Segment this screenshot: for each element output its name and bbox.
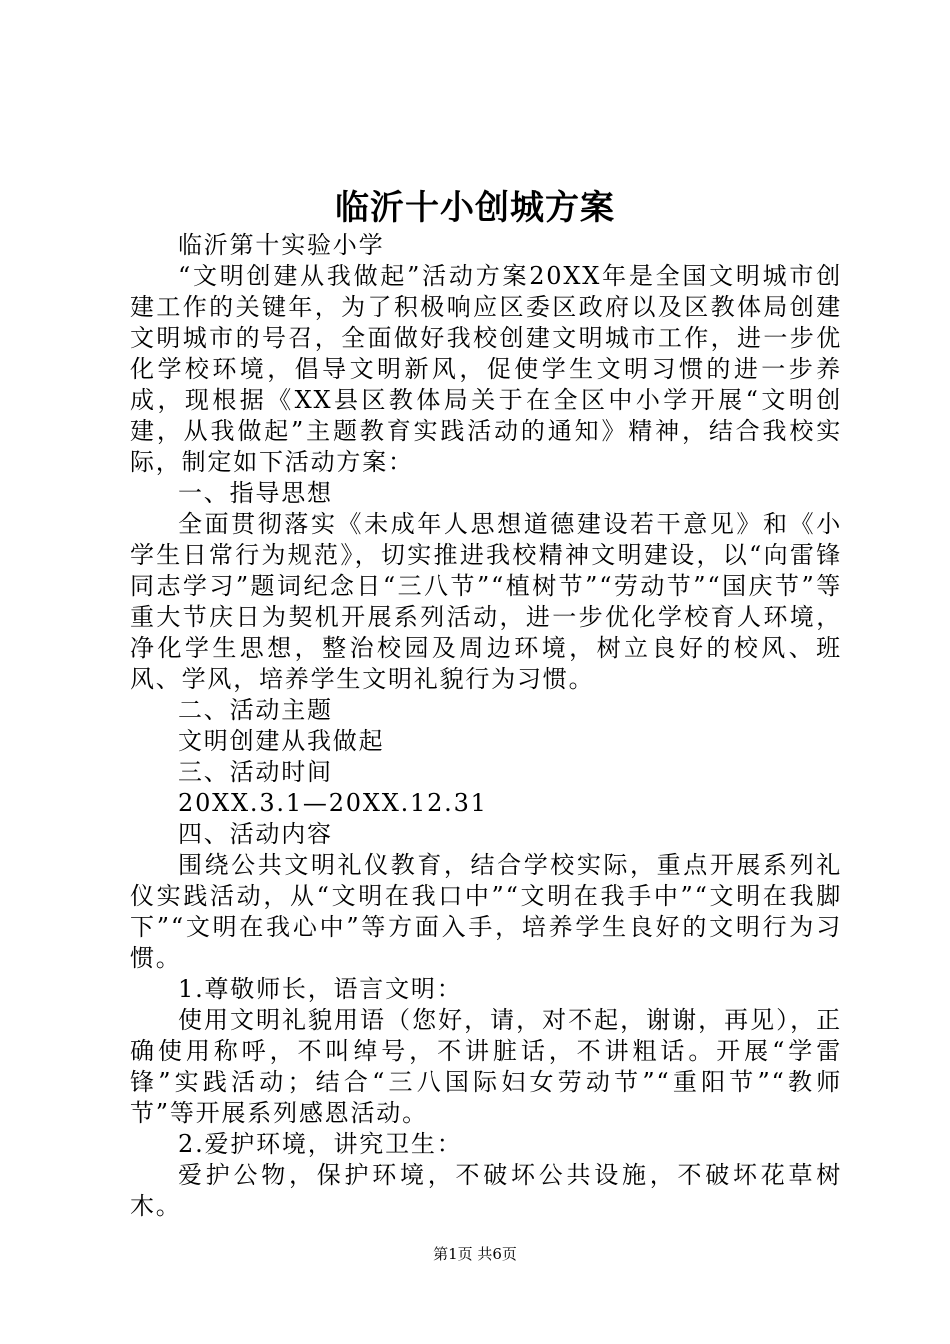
- heading-guiding-ideology: 一、指导思想: [178, 479, 333, 507]
- paragraph-activity-content: 围绕公共文明礼仪教育，结合学校实际，重点开展系列礼仪实践活动，从“文明在我口中”“文明在我手中”“文明在我脚下”“文明在我心中”等方面入手，培养学生良好的文明行为习惯。: [130, 851, 842, 972]
- document-body: [130, 230, 842, 1222]
- page-footer: 第1页 共6页: [433, 1245, 517, 1263]
- paragraph-activity-time: 20XX.3.1—20XX.12.31: [178, 789, 488, 817]
- paragraph-protect-environment: 爱护公物，保护环境，不破坏公共设施，不破坏花草树木。: [130, 1161, 842, 1220]
- paragraph-activity-theme: 文明创建从我做起: [178, 727, 385, 755]
- paragraph-intro: “文明创建从我做起”活动方案20XX年是全国文明城市创建工作的关键年，为了积极响应区委区政府以及区教体局创建文明城市的号召，全面做好我校创建文明城市工作，进一步优化学校环境，倡导文明新风，促使学生文明习惯的进一步养成，现根据《XX县区教体局关于在全区中小学开展“文明创建，从我做起”主题教育实践活动的通知》精神，结合我校实际，制定如下活动方案：: [130, 262, 842, 476]
- paragraph-guiding-ideology: 全面贯彻落实《未成年人思想道德建设若干意见》和《小学生日常行为规范》，切实推进我校精神文明建设，以“向雷锋同志学习”题词纪念日“三八节”“植树节”“劳动节”“国庆节”等重大节庆日为契机开展系列活动，进一步优化学校育人环境，净化学生思想，整治校园及周边环境，树立良好的校风、班风、学风，培养学生文明礼貌行为习惯。: [130, 510, 842, 693]
- subheading-protect-environment: 2.爱护环境，讲究卫生：: [178, 1130, 463, 1158]
- paragraph-respect-teachers: 使用文明礼貌用语（您好，请，对不起，谢谢，再见），正确使用称呼，不叫绰号，不讲脏话，不讲粗话。开展“学雷锋”实践活动；结合“三八国际妇女劳动节”“重阳节”“教师节”等开展系列感恩活动。: [130, 1006, 842, 1127]
- heading-activity-theme: 二、活动主题: [178, 696, 333, 724]
- heading-activity-content: 四、活动内容: [178, 820, 333, 848]
- heading-activity-time: 三、活动时间: [178, 758, 333, 786]
- page-title: 临沂十小创城方案: [335, 188, 615, 228]
- paragraph-school-name: 临沂第十实验小学: [178, 231, 385, 259]
- subheading-respect-teachers: 1.尊敬师长，语言文明：: [178, 975, 463, 1003]
